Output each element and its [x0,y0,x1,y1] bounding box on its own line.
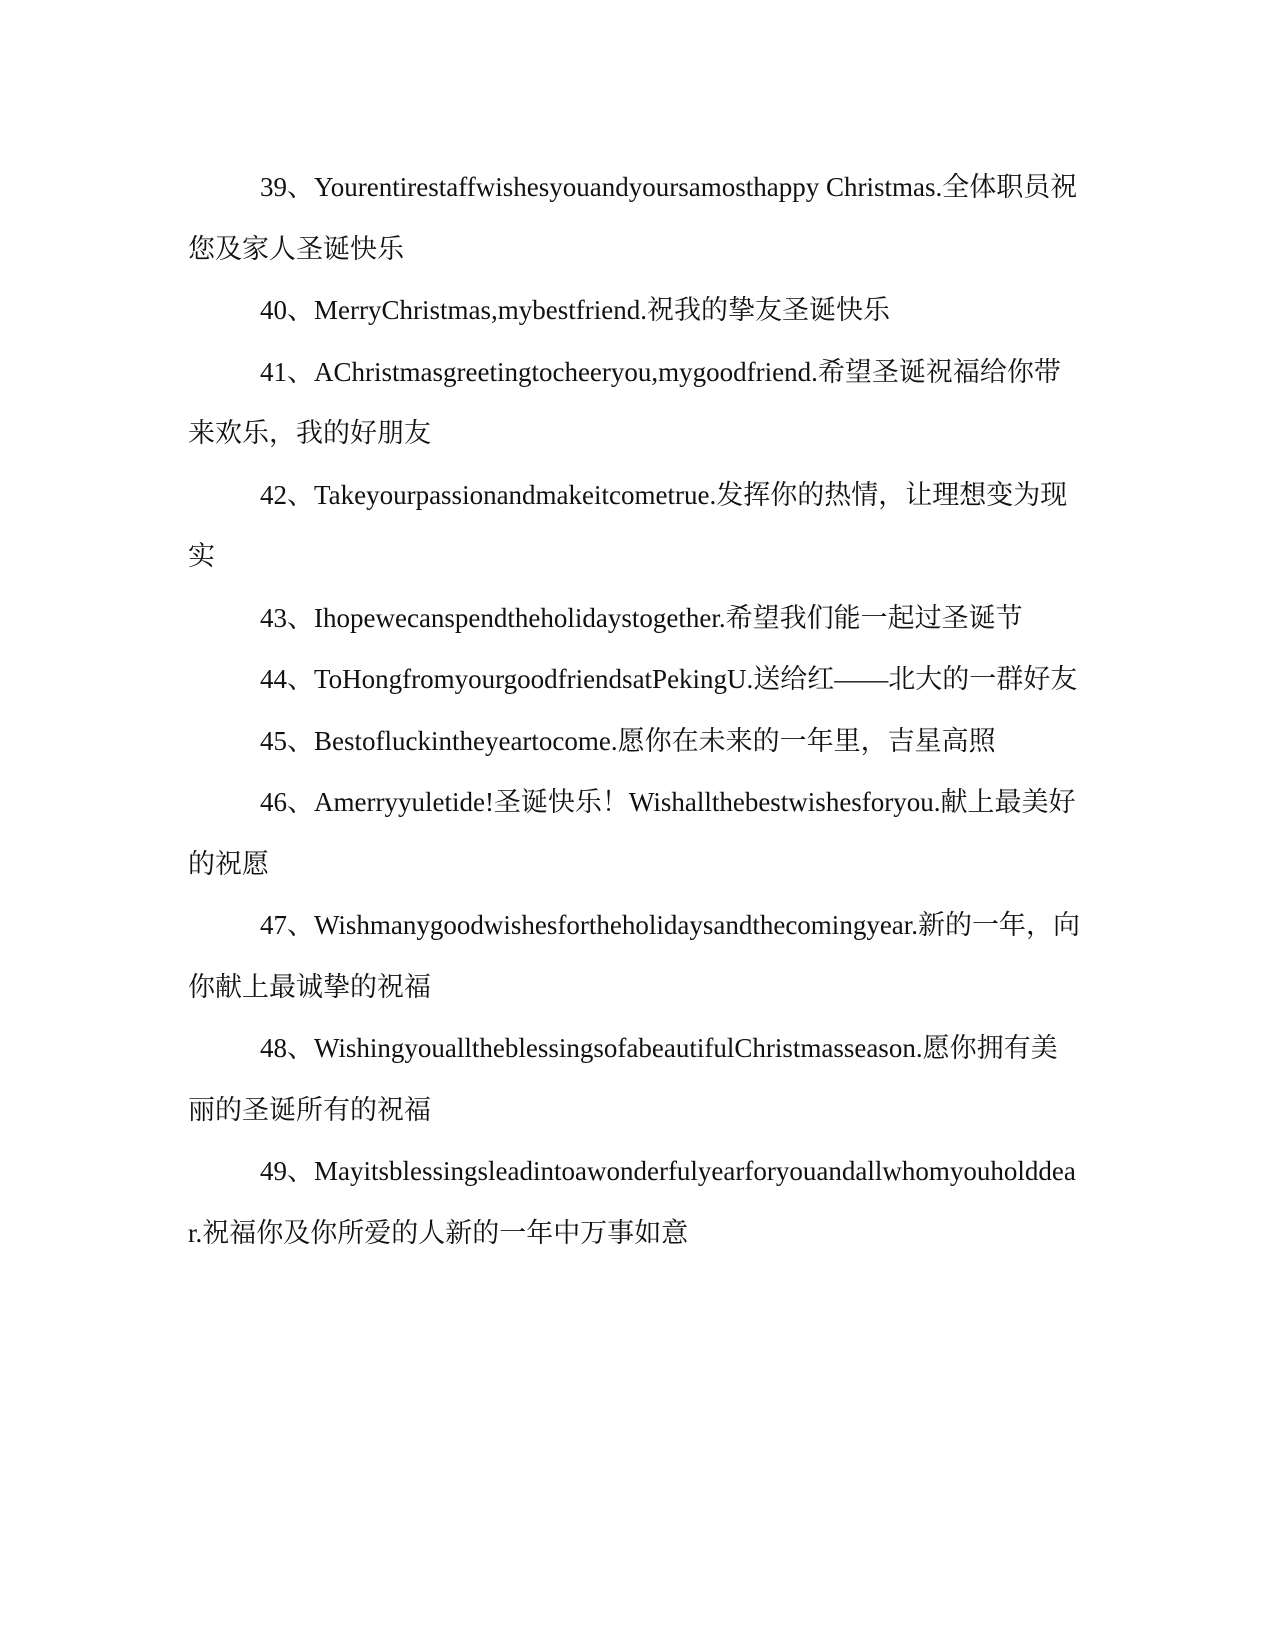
list-item-49: 49、Mayitsblessingsleadintoawonderfulyearforyouandallwhomyouholddear.祝福你及你所爱的人新的一年中万事如意 [188,1156,1076,1248]
document-body [188,157,1084,1264]
list-item-42: 42、Takeyourpassionandmakeitcometrue.发挥你的热情，让理想变为现实 [188,479,1068,571]
list-item-43: 43、Ihopewecanspendtheholidaystogether.希望我们能一起过圣诞节 [260,602,1023,633]
list-item-39: 39、Yourentirestaffwishesyouandyoursamosthappy Christmas.全体职员祝您及家人圣诞快乐 [188,172,1078,264]
list-item-46: 46、Amerryyuletide!圣诞快乐！Wishallthebestwishesforyou.献上最美好的祝愿 [188,787,1076,879]
list-item-41: 41、AChristmasgreetingtocheeryou,mygoodfriend.希望圣诞祝福给你带来欢乐，我的好朋友 [188,356,1061,448]
list-item-48: 48、WishingyoualltheblessingsofabeautifulChristmasseason.愿你拥有美丽的圣诞所有的祝福 [188,1033,1058,1125]
list-item-40: 40、MerryChristmas,mybestfriend.祝我的挚友圣诞快乐 [260,295,890,325]
list-item-47: 47、Wishmanygoodwishesfortheholidaysandthecomingyear.新的一年，向你献上最诚挚的祝福 [188,910,1081,1002]
list-item-45: 45、Bestofluckintheyeartocome.愿你在未来的一年里，吉星高照 [260,725,996,756]
list-item-44: 44、ToHongfromyourgoodfriendsatPekingU.送给红——北大的一群好友 [260,664,1078,694]
